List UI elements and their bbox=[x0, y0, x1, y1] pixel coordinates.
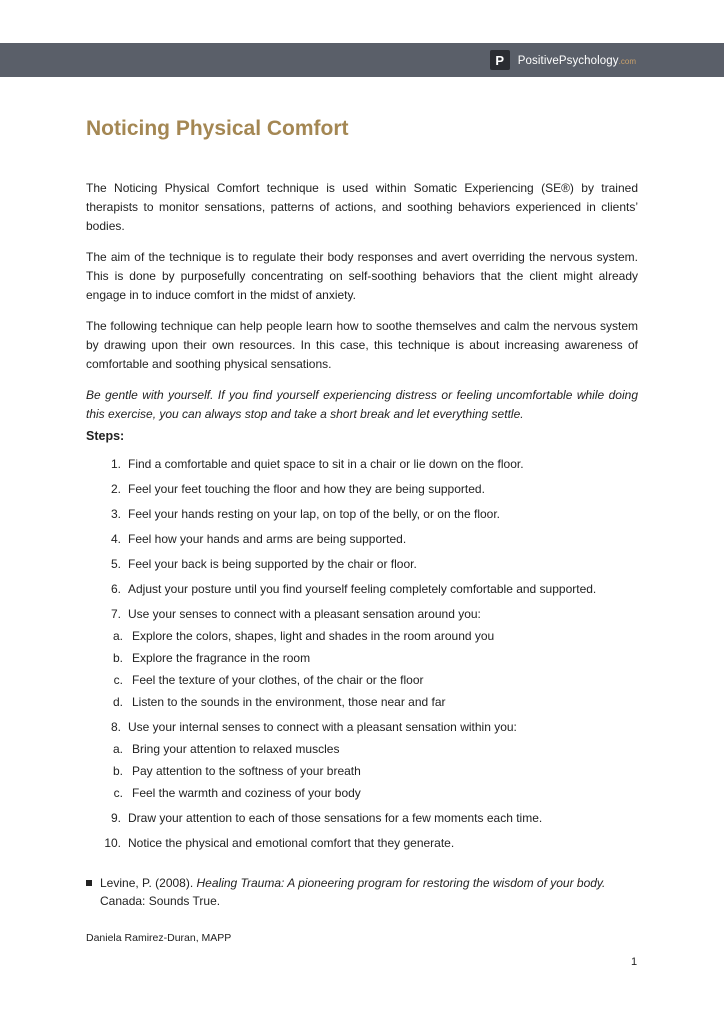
step-number: 1. bbox=[110, 457, 121, 471]
steps-list bbox=[86, 456, 638, 852]
sub-list-item bbox=[86, 741, 638, 758]
brand[interactable] bbox=[490, 50, 636, 70]
list-item bbox=[86, 556, 638, 573]
step-text: Find a comfortable and quiet space to sit in a chair or lie down on the floor. bbox=[128, 457, 524, 471]
sub-list bbox=[86, 628, 638, 711]
step-text: Feel your hands resting on your lap, on top of the belly, or on the floor. bbox=[128, 507, 501, 521]
list-item bbox=[86, 456, 638, 473]
reference-text bbox=[92, 874, 638, 910]
list-item bbox=[86, 531, 638, 548]
sub-list-item bbox=[86, 763, 638, 780]
page-number: 1 bbox=[631, 956, 638, 968]
sub-list-item bbox=[86, 628, 638, 645]
step-text: Feel your back is being supported by the chair or floor. bbox=[128, 557, 417, 571]
sub-letter: c. bbox=[113, 786, 123, 800]
step-number: 8. bbox=[110, 720, 121, 734]
step-text: Draw your attention to each of those sensations for a few moments each time. bbox=[128, 811, 543, 825]
reference bbox=[86, 874, 638, 910]
brand-logo-icon: P bbox=[490, 50, 510, 70]
list-item bbox=[86, 581, 638, 598]
reference-author-year: Levine, P. (2008). bbox=[100, 876, 197, 890]
sub-letter: b. bbox=[112, 651, 123, 665]
sub-text: Explore the colors, shapes, light and shades in the room around you bbox=[132, 629, 495, 643]
sub-letter: c. bbox=[113, 673, 123, 687]
paragraph-caution: Be gentle with yourself. If you find yourself experiencing distress or feeling uncomfortable while doing this exercise, you can always stop and take a short break and let everything settle. bbox=[86, 388, 638, 421]
sub-letter: d. bbox=[112, 695, 123, 709]
step-text: Use your senses to connect with a pleasant sensation around you: bbox=[128, 607, 481, 621]
paragraph-1: The Noticing Physical Comfort technique is used within Somatic Experiencing (SE®) by trained therapists to monitor sensations, patterns of actions, and soothing behaviors experienced in clients’ bodies. bbox=[86, 181, 638, 233]
sub-text: Listen to the sounds in the environment, those near and far bbox=[132, 695, 446, 709]
brand-name: PositivePsychology bbox=[517, 55, 619, 67]
sub-list-item bbox=[86, 694, 638, 711]
list-item bbox=[86, 481, 638, 498]
sub-list-item bbox=[86, 785, 638, 802]
step-text: Use your internal senses to connect with a pleasant sensation within you: bbox=[128, 720, 517, 734]
sub-text: Pay attention to the softness of your breath bbox=[132, 764, 361, 778]
list-item bbox=[86, 835, 638, 852]
step-number: 7. bbox=[110, 607, 121, 621]
reference-book-title: Healing Trauma: A pioneering program for restoring the wisdom of your body. bbox=[196, 876, 606, 890]
brand-suffix: .com bbox=[618, 57, 636, 66]
step-text: Feel your feet touching the floor and how they are being supported. bbox=[128, 482, 485, 496]
intro-paragraphs bbox=[86, 179, 638, 436]
paragraph-3: The following technique can help people learn how to soothe themselves and calm the nervous system by drawing upon their own resources. In this case, this technique is about increasing awareness of comfortable and soothing physical sensations. bbox=[86, 319, 638, 371]
page-title: Noticing Physical Comfort bbox=[86, 117, 349, 140]
sub-letter: b. bbox=[112, 764, 123, 778]
step-number: 9. bbox=[110, 811, 121, 825]
step-number: 2. bbox=[110, 482, 121, 496]
step-text: Notice the physical and emotional comfort that they generate. bbox=[128, 836, 455, 850]
sub-text: Feel the warmth and coziness of your body bbox=[132, 786, 361, 800]
sub-text: Bring your attention to relaxed muscles bbox=[132, 742, 340, 756]
sub-letter: a. bbox=[112, 742, 123, 756]
paragraph-2: The aim of the technique is to regulate their body responses and avert overriding the nervous system. This is done by purposefully concentrating on self-soothing behaviors that the client might already engage in to induce comfort in the midst of anxiety. bbox=[86, 250, 638, 302]
step-number: 3. bbox=[110, 507, 121, 521]
header-bar bbox=[0, 43, 724, 77]
step-number: 4. bbox=[110, 532, 121, 546]
step-text: Feel how your hands and arms are being supported. bbox=[128, 532, 407, 546]
step-number: 10. bbox=[104, 836, 121, 850]
footer-author: Daniela Ramirez-Duran, MAPP bbox=[86, 932, 232, 944]
sub-text: Explore the fragrance in the room bbox=[132, 651, 311, 665]
list-item bbox=[86, 506, 638, 523]
step-number: 5. bbox=[110, 557, 121, 571]
sub-list-item bbox=[86, 650, 638, 667]
sub-letter: a. bbox=[112, 629, 123, 643]
step-number: 6. bbox=[110, 582, 121, 596]
list-item bbox=[86, 719, 638, 802]
sub-text: Feel the texture of your clothes, of the chair or the floor bbox=[132, 673, 424, 687]
list-item bbox=[86, 606, 638, 711]
sub-list-item bbox=[86, 672, 638, 689]
steps-heading: Steps: bbox=[86, 429, 125, 443]
list-item bbox=[86, 810, 638, 827]
reference-publisher: Canada: Sounds True. bbox=[100, 894, 221, 908]
sub-list bbox=[86, 741, 638, 802]
step-text: Adjust your posture until you find yourself feeling completely comfortable and supported. bbox=[128, 582, 597, 596]
